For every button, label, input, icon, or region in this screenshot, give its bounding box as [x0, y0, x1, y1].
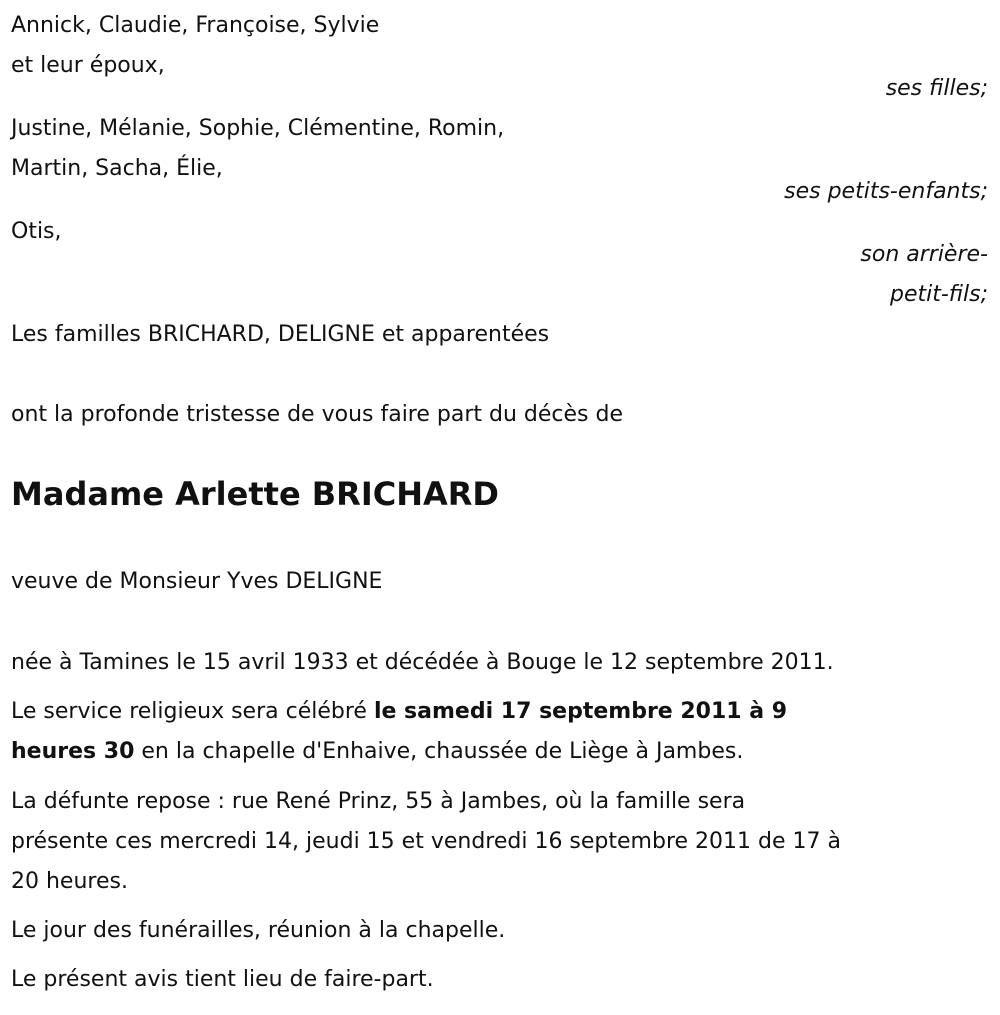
service-place: en la chapelle d'Enhaive, chaussée de Liège à Jambes. [134, 739, 744, 764]
daughters-names: Annick, Claudie, Françoise, Sylvie [11, 13, 380, 38]
widow-of: veuve de Monsieur Yves DELIGNE [11, 569, 383, 594]
great-grandchild: Otis, [11, 219, 62, 244]
service-line2 [11, 736, 743, 768]
service-date: le samedi 17 septembre 2011 à 9 [373, 699, 788, 724]
service-time: heures 30 [11, 739, 135, 764]
grandchildren-role: ses petits-enfants; [784, 179, 988, 204]
families: Les familles BRICHARD, DELIGNE et apparentées [11, 322, 550, 347]
daughters-spouses: et leur époux, [11, 53, 165, 78]
grandchildren-line2: Martin, Sacha, Élie, [11, 156, 223, 181]
service-text: Le service religieux sera célébré [11, 699, 374, 724]
birth-death: née à Tamines le 15 avril 1933 et décédée à Bouge le 12 septembre 2011. [11, 650, 834, 675]
repose-line1: La défunte repose : rue René Prinz, 55 à Jambes, où la famille sera [11, 789, 746, 814]
announcement: ont la profonde tristesse de vous faire part du décès de [11, 402, 623, 427]
great-role-1: son arrière- [860, 242, 988, 267]
service-line1 [11, 696, 787, 728]
repose-line2: présente ces mercredi 14, jeudi 15 et vendredi 16 septembre 2011 de 17 à [11, 829, 841, 854]
great-role-2: petit-fils; [889, 282, 988, 307]
daughters-role: ses filles; [885, 76, 988, 101]
funeral-meeting: Le jour des funérailles, réunion à la chapelle. [11, 918, 506, 943]
grandchildren-line1: Justine, Mélanie, Sophie, Clémentine, Romin, [11, 116, 505, 141]
notice-statement: Le présent avis tient lieu de faire-part. [11, 967, 434, 992]
deceased-name: Madame Arlette BRICHARD [11, 475, 499, 513]
repose-line3: 20 heures. [11, 869, 128, 894]
